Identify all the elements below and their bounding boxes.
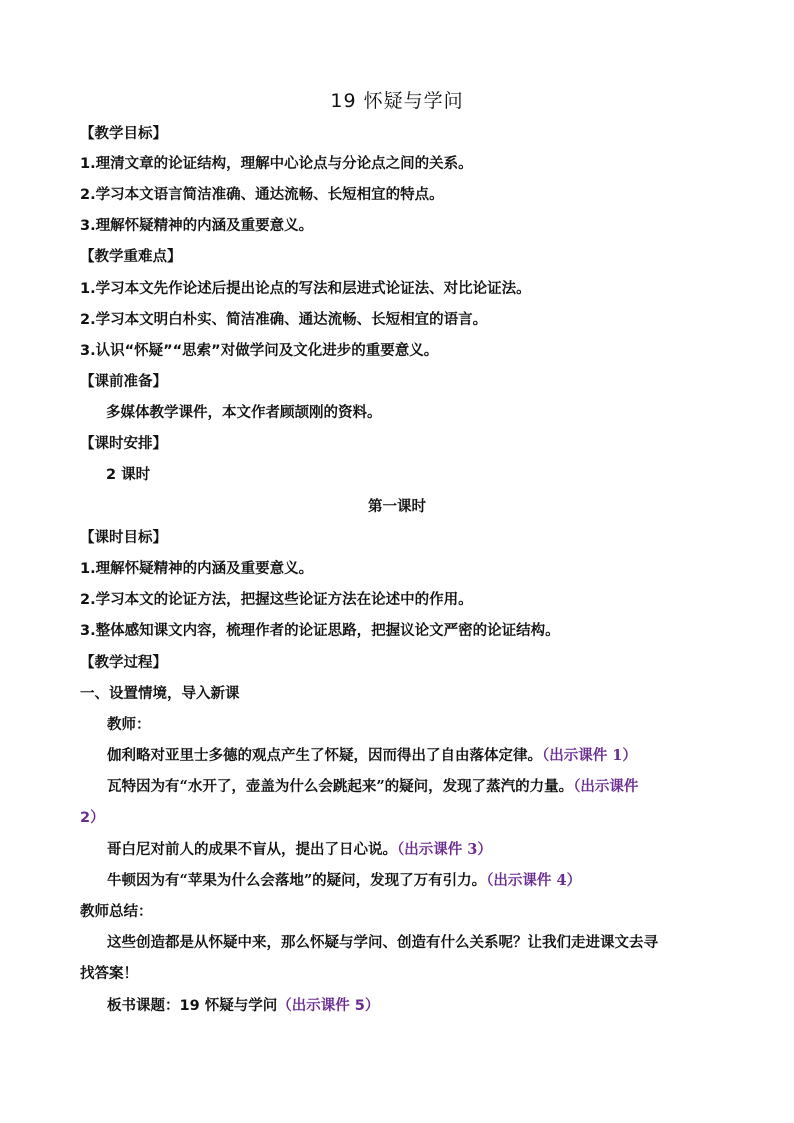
keypoints-heading: 【教学重难点】 — [80, 249, 182, 265]
prep-heading: 【课前准备】 — [80, 374, 167, 390]
courseware-note: （出示课件 3） — [397, 841, 492, 858]
paragraph — [107, 745, 747, 767]
courseware-note: （出示课件 4） — [486, 872, 582, 889]
goal-item: 1.理清文章的论证结构，理解中心论点与分论点之间的关系。 — [80, 156, 473, 172]
prep-text: 多媒体教学课件，本文作者顾颉刚的资料。 — [106, 405, 382, 421]
step-heading: 一、设置情境，导入新课 — [80, 686, 240, 702]
paragraph-text: 牛顿因为有“苹果为什么会落地”的疑问，发现了万有引力。 — [107, 872, 487, 889]
paragraph-text: 瓦特因为有“水开了，壶盖为什么会跳起来”的疑问，发现了蒸汽的力量。 — [107, 778, 574, 795]
summary-text-cont: 找答案！ — [80, 965, 138, 982]
schedule-heading: 【课时安排】 — [80, 436, 167, 452]
courseware-note-cont: 2） — [80, 810, 105, 826]
summary-label: 教师总结： — [80, 904, 153, 920]
goals-heading: 【教学目标】 — [80, 126, 167, 142]
keypoint-item: 3.认识“怀疑”“思索”对做学问及文化进步的重要意义。 — [80, 343, 439, 359]
goal-item: 2.学习本文语言简洁准确、通达流畅、长短相宜的特点。 — [80, 187, 444, 203]
board-text: 板书课题：19 怀疑与学问 — [107, 998, 278, 1014]
courseware-note: （出示课件 5） — [277, 998, 380, 1014]
summary-text: 这些创造都是从怀疑中来，那么怀疑与学问、创造有什么关系呢？让我们走进课文去寻 — [107, 934, 658, 951]
paragraph — [107, 839, 747, 861]
teacher-label: 教师： — [107, 717, 151, 733]
courseware-note: （出示课件 1） — [542, 747, 637, 764]
lesson-goal-item: 2.学习本文的论证方法，把握这些论证方法在论述中的作用。 — [80, 592, 473, 608]
lesson-title: 第一课时 — [368, 499, 426, 515]
keypoint-item: 2.学习本文明白朴实、简洁准确、通达流畅、长短相宜的语言。 — [80, 312, 488, 328]
keypoint-item: 1.学习本文先作论述后提出论点的写法和层进式论证法、对比论证法。 — [80, 281, 531, 297]
paragraph-text: 伽利略对亚里士多德的观点产生了怀疑，因而得出了自由落体定律。 — [107, 747, 542, 764]
paragraph-text: 哥白尼对前人的成果不盲从，提出了日心说。 — [107, 841, 397, 858]
page-title: 19 怀疑与学问 — [330, 90, 464, 112]
paragraph — [107, 776, 747, 798]
goal-item: 3.理解怀疑精神的内涵及重要意义。 — [80, 218, 314, 234]
schedule-text: 2 课时 — [106, 467, 151, 483]
courseware-note: （出示课件 — [573, 778, 639, 795]
lesson-goal-item: 1.理解怀疑精神的内涵及重要意义。 — [80, 561, 314, 577]
process-heading: 【教学过程】 — [80, 655, 167, 671]
lesson-goals-heading: 【课时目标】 — [80, 530, 167, 546]
lesson-goal-item: 3.整体感知课文内容，梳理作者的论证思路，把握议论文严密的论证结构。 — [80, 623, 560, 639]
paragraph — [107, 870, 747, 892]
board-title — [107, 995, 747, 1017]
